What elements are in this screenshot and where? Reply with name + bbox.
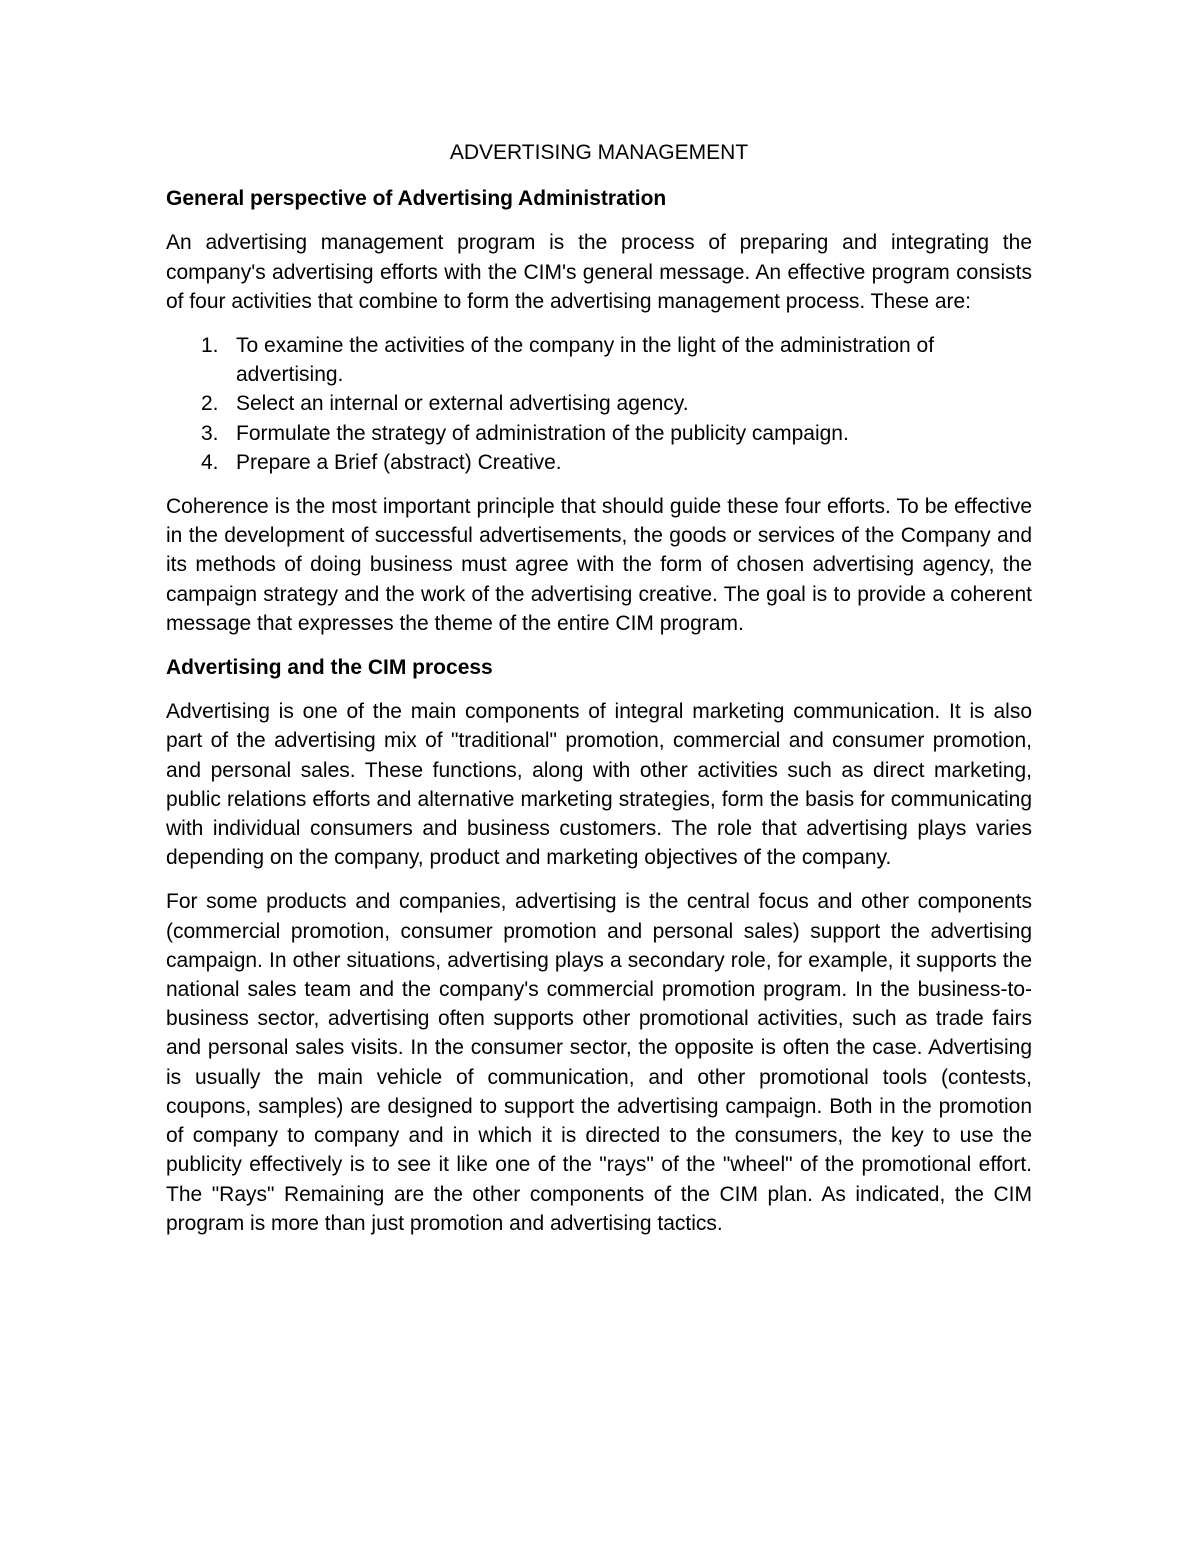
list-item (166, 331, 1032, 389)
list-item (166, 419, 1032, 448)
list-item-number: 4. (201, 450, 219, 474)
cim-paragraph-2: For some products and companies, advertising is the central focus and other components (commercial promotion, consumer promotion and personal sales) support the advertising campaign. In other situations, advertising plays a secondary role, for example, it supports the national sales team and the company's commercial promotion program. In the business-to-business sector, advertising often supports other promotional activities, such as trade fairs and personal sales visits. In the consumer sector, the opposite is often the case. Advertising is usually the main vehicle of communication, and other promotional tools (contests, coupons, samples) are designed to support the advertising campaign. Both in the promotion of company to company and in which it is directed to the consumers, the key to use the publicity effectively is to see it like one of the "rays" of the "wheel" of the promotional effort. The "Rays" Remaining are the other components of the CIM plan. As indicated, the CIM program is more than just promotion and advertising tactics. (166, 890, 1032, 1235)
intro-paragraph: An advertising management program is the process of preparing and integrating the company's advertising efforts with the CIM's general message. An effective program consists of four activities that combine to form the advertising management process. These are: (166, 231, 1032, 313)
coherence-paragraph: Coherence is the most important principle that should guide these four efforts. To be effective in the development of successful advertisements, the goods or services of the Company and its methods of doing business must agree with the form of chosen advertising agency, the campaign strategy and the work of the advertising creative. The goal is to provide a coherent message that expresses the theme of the entire CIM program. (166, 495, 1032, 635)
list-item-text: Formulate the strategy of administration of the publicity campaign. (236, 421, 849, 445)
list-item (166, 448, 1032, 477)
section-heading-cim-process: Advertising and the CIM process (166, 656, 493, 680)
list-item-number: 2. (201, 392, 219, 416)
list-item-number: 3. (201, 421, 219, 445)
document-page (166, 138, 1032, 1253)
document-title: ADVERTISING MANAGEMENT (449, 141, 749, 164)
list-item-text: To examine the activities of the company in the light of the administration of advertising. (236, 334, 935, 387)
list-item (166, 389, 1032, 418)
list-item-text: Select an internal or external advertising agency. (236, 392, 689, 416)
list-item-number: 1. (201, 334, 219, 358)
activity-list (166, 331, 1032, 477)
cim-paragraph-1: Advertising is one of the main components of integral marketing communication. It is also part of the advertising mix of "traditional" promotion, commercial and consumer promotion, and personal sales. These functions, along with other activities such as direct marketing, public relations efforts and alternative marketing strategies, form the basis for communicating with individual consumers and business customers. The role that advertising plays varies depending on the company, product and marketing objectives of the company. (166, 700, 1032, 870)
list-item-text: Prepare a Brief (abstract) Creative. (236, 450, 562, 474)
section-heading-general-perspective: General perspective of Advertising Administration (166, 187, 667, 211)
